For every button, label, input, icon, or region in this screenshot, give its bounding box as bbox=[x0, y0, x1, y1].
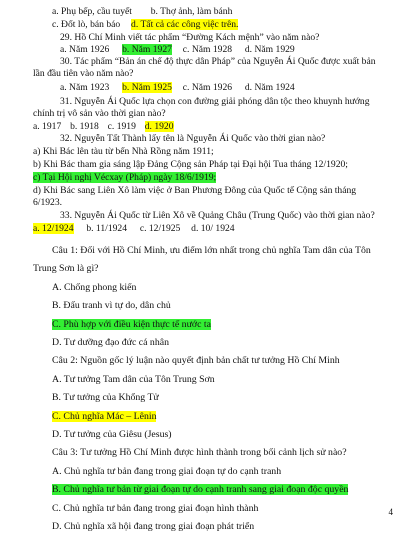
option-line bbox=[33, 223, 235, 235]
answer-option: A. Chủ nghĩa tư bản đang trong giai đoạn tự do cạnh tranh bbox=[52, 465, 282, 477]
highlighted-text: C. Phù hợp với điều kiện thực tế nước ta bbox=[52, 318, 211, 330]
highlighted-text: C. Chủ nghĩa Mác – Lênin bbox=[52, 410, 157, 422]
question-30: 30. Tác phẩm “Bản án chế độ thực dân Pháp” của Nguyễn Ái Quốc được xuất bản bbox=[60, 56, 376, 67]
answer-option: C. Chủ nghĩa tư bản đang trong giai đoạn hình thành bbox=[52, 502, 259, 514]
answer-option: d. Năm 1929 bbox=[244, 44, 295, 55]
answer-option: a. Năm 1926 bbox=[60, 44, 110, 55]
question-31-cont: chính trị vô sản vào thời gian nào? bbox=[33, 108, 166, 119]
question-c2: Câu 2: Nguồn gốc lý luận nào quyết định bản chất tư tưởng Hồ Chí Minh bbox=[52, 355, 340, 367]
answer-option: a. Năm 1923 bbox=[60, 82, 110, 93]
answer-option: c. Năm 1926 bbox=[182, 82, 233, 93]
answer-option-cont: 6/1923. bbox=[33, 197, 63, 208]
answer-option: b) Khi Bác tham gia sáng lập Đảng Cộng sản Pháp tại Đại hội Tua tháng 12/1920; bbox=[33, 159, 348, 170]
answer-option: d) Khi Bác sang Liên Xô làm việc ở Ban Phương Đông của Quốc tế Cộng sản tháng bbox=[33, 185, 357, 196]
option-line bbox=[33, 121, 174, 133]
answer-option: b. Thợ ảnh, làm bánh bbox=[150, 6, 233, 17]
question-c1: Câu 1: Đối với Hồ Chí Minh, ưu điểm lớn nhất trong chủ nghĩa Tam dân của Tôn bbox=[52, 245, 371, 256]
answer-option: b. 11/1924 bbox=[86, 223, 128, 234]
option-line bbox=[52, 19, 238, 31]
answer-option: D. Tư dưỡng đạo đức cá nhân bbox=[52, 337, 169, 348]
answer-option: A. Chống phong kiến bbox=[52, 281, 137, 293]
answer-option: B. Đấu tranh vì tự do, dân chủ bbox=[52, 300, 171, 312]
question-29: 29. Hồ Chí Minh viết tác phẩm “Đường Kách mệnh” vào năm nào? bbox=[60, 32, 320, 43]
answer-option: D. Tư tưởng của Giêsu (Jesus) bbox=[52, 429, 172, 440]
answer-option: a. Phụ bếp, cầu tuyết bbox=[52, 6, 132, 17]
page-number: 4 bbox=[388, 507, 393, 517]
question-30-cont: lần đầu tiên vào năm nào? bbox=[33, 68, 134, 79]
option-line bbox=[60, 44, 295, 56]
answer-option: D. Chủ nghĩa xã hội đang trong giai đoạn phát triển bbox=[52, 521, 255, 532]
highlighted-answer bbox=[52, 318, 211, 331]
highlighted-answer bbox=[52, 410, 156, 423]
highlighted-answer: b. Năm 1927 bbox=[122, 44, 172, 55]
question-32: 32. Nguyễn Tất Thành lấy tên là Nguyễn Ái Quốc vào thời gian nào? bbox=[60, 133, 326, 144]
highlighted-answer bbox=[33, 172, 216, 184]
highlighted-text: B. Chủ nghĩa tư bản từ giai đoạn tự do cạnh tranh sang giai đoạn độc quyền bbox=[52, 484, 349, 496]
highlighted-answer: d. 1920 bbox=[144, 121, 174, 132]
highlighted-answer: a. 12/1924 bbox=[33, 223, 74, 234]
option-line bbox=[52, 6, 232, 18]
answer-option: c. 1919 bbox=[107, 121, 136, 132]
option-line bbox=[60, 82, 295, 94]
question-33: 33. Nguyễn Ái Quốc từ Liên Xô về Quảng Châu (Trung Quốc) vào thời gian nào? bbox=[60, 210, 375, 221]
highlighted-text: c) Tại Hội nghị Vécxay (Pháp) ngày 18/6/1919; bbox=[33, 172, 217, 183]
answer-option: b. 1918 bbox=[70, 121, 99, 132]
answer-option: A. Tư tưởng Tam dân của Tôn Trung Sơn bbox=[52, 373, 215, 385]
answer-option: c. 12/1925 bbox=[139, 223, 181, 234]
question-31: 31. Nguyễn Ái Quốc lựa chọn con đường giải phóng dân tộc theo khuynh hướng bbox=[60, 96, 370, 107]
highlighted-answer bbox=[52, 483, 348, 496]
question-c3: Câu 3: Tư tưởng Hồ Chí Minh được hình thành trong bối cảnh lịch sử nào? bbox=[52, 447, 347, 459]
question-c1-cont: Trung Sơn là gì? bbox=[33, 263, 99, 275]
answer-option: c. Đốt lò, bán báo bbox=[52, 19, 121, 30]
answer-option: c. Năm 1928 bbox=[182, 44, 233, 55]
answer-option: B. Tư tưởng của Khổng Tử bbox=[52, 392, 159, 404]
answer-option: a. 1917 bbox=[33, 121, 62, 132]
highlighted-answer: b. Năm 1925 bbox=[122, 82, 172, 93]
highlighted-answer: d. Tất cả các công việc trên. bbox=[131, 19, 239, 30]
answer-option: d. Năm 1924 bbox=[244, 82, 295, 93]
answer-option: d. 10/ 1924 bbox=[191, 223, 235, 234]
answer-option: a) Khi Bác lên tàu từ bến Nhà Rồng năm 1911; bbox=[33, 146, 214, 157]
